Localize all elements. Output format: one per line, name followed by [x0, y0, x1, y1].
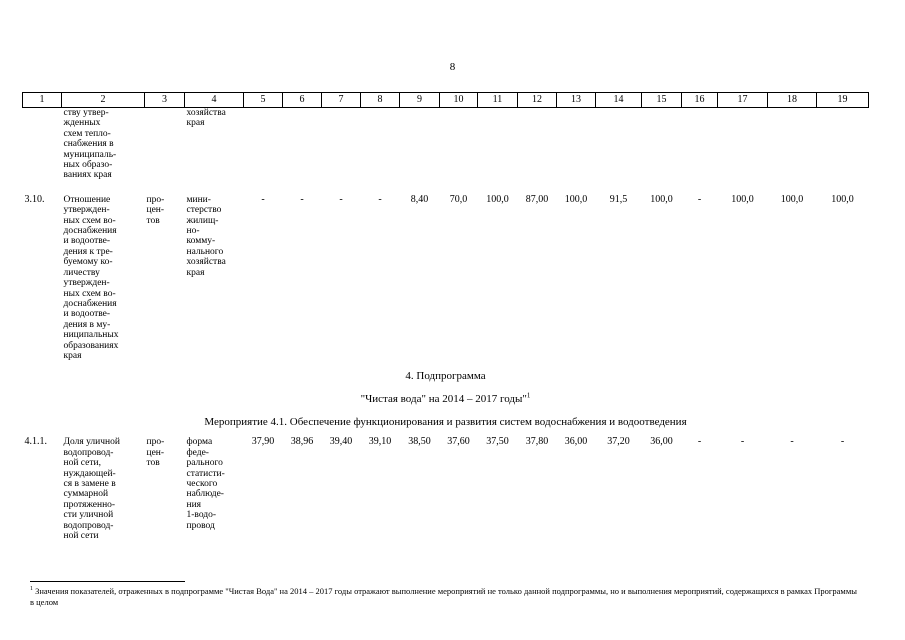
value-cell: 100,0	[831, 193, 854, 205]
value-cell: -	[790, 436, 794, 448]
value-cell	[283, 108, 322, 181]
column-header: 12	[518, 93, 557, 108]
value-cell: 38,96	[290, 436, 314, 448]
measure-title: Мероприятие 4.1. Обеспечение функционирования и развития систем водоснабжения и водоотведения	[204, 416, 687, 429]
column-header: 6	[283, 93, 322, 108]
value-cell: 39,10	[368, 436, 392, 448]
value-cell	[478, 108, 518, 181]
indicator-name: Доля уличной водопровод- ной сети, нуждающей- ся в замене в суммарной протяженно- сти уличной водопровод- ной сети	[63, 437, 120, 541]
column-header: 11	[478, 93, 518, 108]
value-cell	[440, 108, 478, 181]
value-cell: 100,0	[731, 193, 754, 205]
column-header: 5	[244, 93, 283, 108]
page-number: 8	[449, 61, 456, 73]
data-source: хозяйства края	[186, 108, 226, 129]
value-cell: 37,80	[525, 436, 549, 448]
measure-title-row	[23, 406, 869, 429]
table-row	[23, 195, 869, 362]
column-header: 1	[23, 93, 62, 108]
value-cell	[361, 108, 400, 181]
value-cell: 39,40	[329, 436, 353, 448]
column-header: 13	[557, 93, 596, 108]
value-cell: 91,5	[609, 193, 628, 205]
value-cell: 37,90	[251, 436, 275, 448]
table-row	[23, 108, 869, 181]
indicator-name: ству утвер- жденных схем тепло- снабжения в муниципаль- ных образо- ваниях края	[63, 108, 117, 181]
section-title-row	[23, 361, 869, 383]
value-cell	[768, 108, 817, 181]
value-cell: 36,00	[650, 436, 673, 448]
unit: про- цен- тов	[146, 194, 165, 226]
section-subtitle-text: "Чистая вода" на 2014 – 2017 годы"	[360, 393, 527, 406]
column-header: 10	[440, 93, 478, 108]
unit: про- цен- тов	[146, 437, 165, 469]
column-header: 19	[817, 93, 869, 108]
column-header: 4	[185, 93, 244, 108]
value-cell: 8,40	[410, 193, 429, 205]
value-cell: 38,50	[408, 436, 431, 448]
column-header: 3	[145, 93, 185, 108]
value-cell	[244, 108, 283, 181]
row-index: 3.10.	[24, 193, 45, 205]
value-cell: 37,60	[447, 436, 470, 448]
unit	[145, 108, 185, 181]
indicator-name: Отношение утвержден- ных схем во- доснабжения и водоотве- дения к тре- буемому ко- личеству утвержден- ных схем во- доснабжения и водоотве- дения в му- ниципальных образованиях края	[63, 194, 119, 361]
value-cell: 70,0	[449, 193, 468, 205]
column-header: 8	[361, 93, 400, 108]
value-cell	[596, 108, 642, 181]
column-header: 18	[768, 93, 817, 108]
value-cell: -	[339, 193, 343, 205]
value-cell	[682, 108, 718, 181]
value-cell	[557, 108, 596, 181]
footnote-separator	[30, 581, 185, 582]
value-cell	[518, 108, 557, 181]
value-cell: -	[697, 193, 702, 205]
value-cell	[400, 108, 440, 181]
value-cell: 36,00	[564, 436, 588, 448]
column-header-row	[23, 93, 869, 108]
value-cell: 37,50	[486, 436, 509, 448]
value-cell: 100,0	[780, 193, 804, 205]
column-header: 2	[62, 93, 145, 108]
value-cell: -	[378, 193, 382, 205]
value-cell: -	[261, 193, 265, 205]
value-cell: -	[300, 193, 304, 205]
value-cell: 87,00	[525, 193, 549, 205]
row-index: 4.1.1.	[24, 436, 47, 448]
value-cell	[642, 108, 682, 181]
value-cell: 37,20	[607, 436, 630, 448]
column-header: 16	[682, 93, 718, 108]
value-cell: 100,0	[486, 193, 509, 205]
section-subtitle-row	[23, 383, 869, 406]
section-subtitle	[23, 383, 869, 406]
column-header: 17	[718, 93, 768, 108]
column-header: 14	[596, 93, 642, 108]
table-row	[23, 437, 869, 541]
column-header: 7	[322, 93, 361, 108]
data-source: форма феде- рального статисти- ческого наблюде- ния 1-водо- провод	[186, 437, 225, 531]
value-cell	[718, 108, 768, 181]
value-cell: 100,0	[650, 193, 673, 205]
footnote-ref: 1	[526, 391, 531, 400]
value-cell: -	[840, 436, 845, 448]
column-header: 9	[400, 93, 440, 108]
column-header: 15	[642, 93, 682, 108]
value-cell: -	[740, 436, 745, 448]
footnote-text: Значения показателей, отраженных в подпрограмме "Чистая Вода" на 2014 – 2017 годы отражают выполнение мероприятий не только данной подпрограммы, но и выполнения мероприятий, содержащихся в рамках Программы в целом	[30, 586, 857, 607]
section-title: 4. Подпрограмма	[405, 370, 486, 383]
value-cell: 100,0	[564, 193, 588, 205]
value-cell	[322, 108, 361, 181]
footnote	[30, 586, 860, 607]
footnote-mark: 1	[30, 586, 33, 593]
value-cell	[817, 108, 869, 181]
data-source: мини- стерство жилищ- но- комму- нального хозяйства края	[186, 194, 226, 278]
row-index	[23, 108, 62, 181]
value-cell: -	[697, 436, 702, 448]
indicators-table	[22, 92, 869, 541]
